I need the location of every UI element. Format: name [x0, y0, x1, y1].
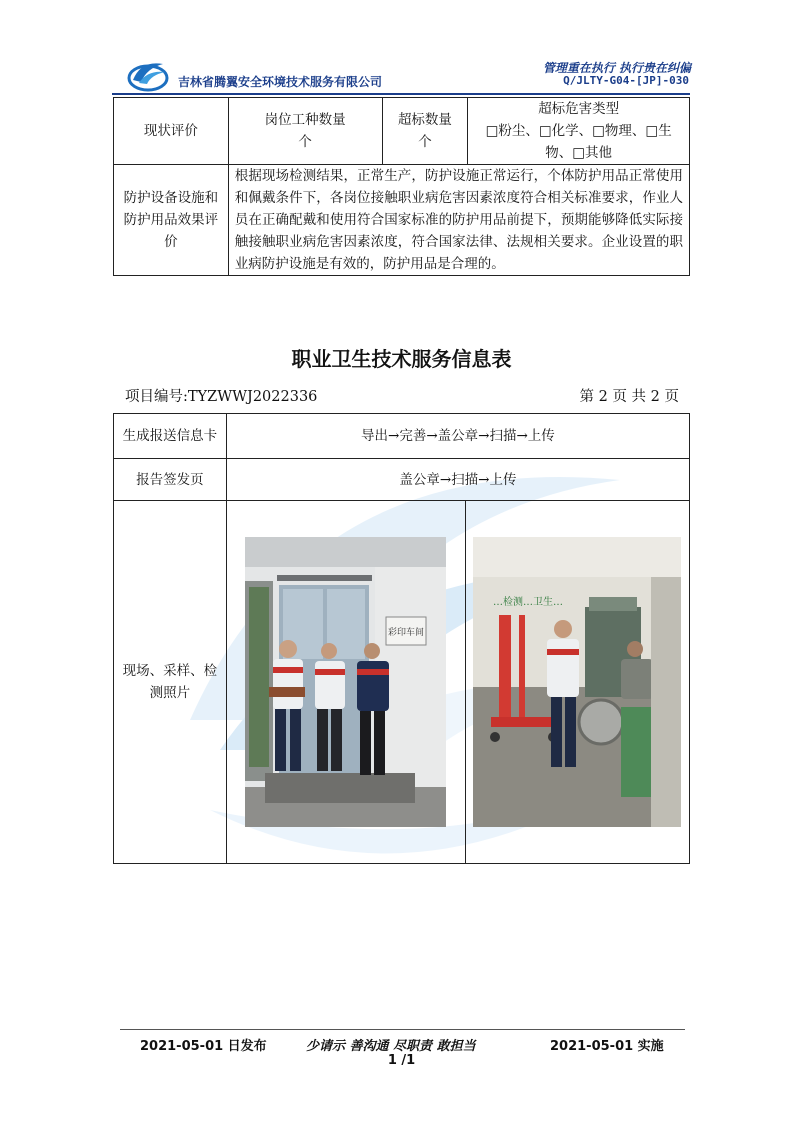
page-indicator: 第 2 页 共 2 页 — [579, 389, 679, 405]
positions-count-cell — [228, 98, 382, 165]
project-number: 项目编号:TYZWWJ2022336 — [125, 389, 318, 405]
page-number: 1 /1 — [387, 1053, 416, 1068]
info-card-label: 生成报送信息卡 — [114, 414, 227, 459]
effective-date: 2021-05-01 实施 — [550, 1039, 664, 1054]
exceed-count-label: 超标数量 — [397, 112, 452, 128]
hazard-type-cell — [468, 98, 690, 165]
header-motto: 管理重在执行 执行贵在纠偏 — [542, 61, 691, 75]
exceed-count-unit: 个 — [418, 134, 432, 150]
positions-count-label: 岗位工种数量 — [264, 112, 346, 128]
footer-divider — [120, 1029, 685, 1030]
sign-page-label: 报告签发页 — [114, 459, 227, 501]
document-number: Q/JLTY-G04-[JP]-030 — [563, 74, 689, 87]
page-title: 职业卫生技术服务信息表 — [291, 347, 512, 371]
footer-slogan: 少请示 善沟通 尽职责 敢担当 — [306, 1039, 476, 1054]
hazard-type-options-1: □粉尘、□化学、□物理、□生 — [485, 123, 672, 139]
evaluation-table — [113, 97, 690, 276]
hazard-type-title: 超标危害类型 — [538, 101, 620, 117]
protection-evaluation-label: 防护设备设施和防护用品效果评价 — [114, 165, 229, 276]
page-header — [0, 0, 803, 100]
issue-date: 2021-05-01 日发布 — [140, 1039, 267, 1054]
status-evaluation-label: 现状评价 — [114, 98, 229, 165]
photos-label: 现场、采样、检测照片 — [114, 501, 227, 864]
workshop-wall-slogan: …检测…卫生… — [493, 597, 563, 608]
company-logo-icon — [127, 56, 169, 92]
hazard-type-options-2: 物、□其他 — [545, 145, 613, 161]
exceed-count-cell — [382, 98, 468, 165]
sign-page-flow: 盖公章→扫描→上传 — [226, 459, 689, 501]
company-name: 吉林省腾翼安全环境技术服务有限公司 — [178, 75, 383, 89]
site-photo-workshop — [473, 537, 681, 827]
info-card-flow: 导出→完善→盖公章→扫描→上传 — [226, 414, 689, 459]
positions-count-unit: 个 — [298, 134, 312, 150]
site-photo-entrance — [245, 537, 446, 827]
workshop-sign: 彩印车间 — [387, 628, 425, 638]
header-divider — [112, 93, 690, 95]
protection-evaluation-text: 根据现场检测结果，正常生产，防护设施正常运行，个体防护用品正常使用和佩戴条件下，各岗位接触职业病危害因素浓度符合相关标准要求，作业人员在正确配戴和使用符合国家标准的防护用品前提下，预期能够降低实际接触接触职业病危害因素浓度，符合国家法律、法规相关要求。企业设置的职业病防护设施是有效的，防护用品是合理的。 — [228, 165, 689, 276]
